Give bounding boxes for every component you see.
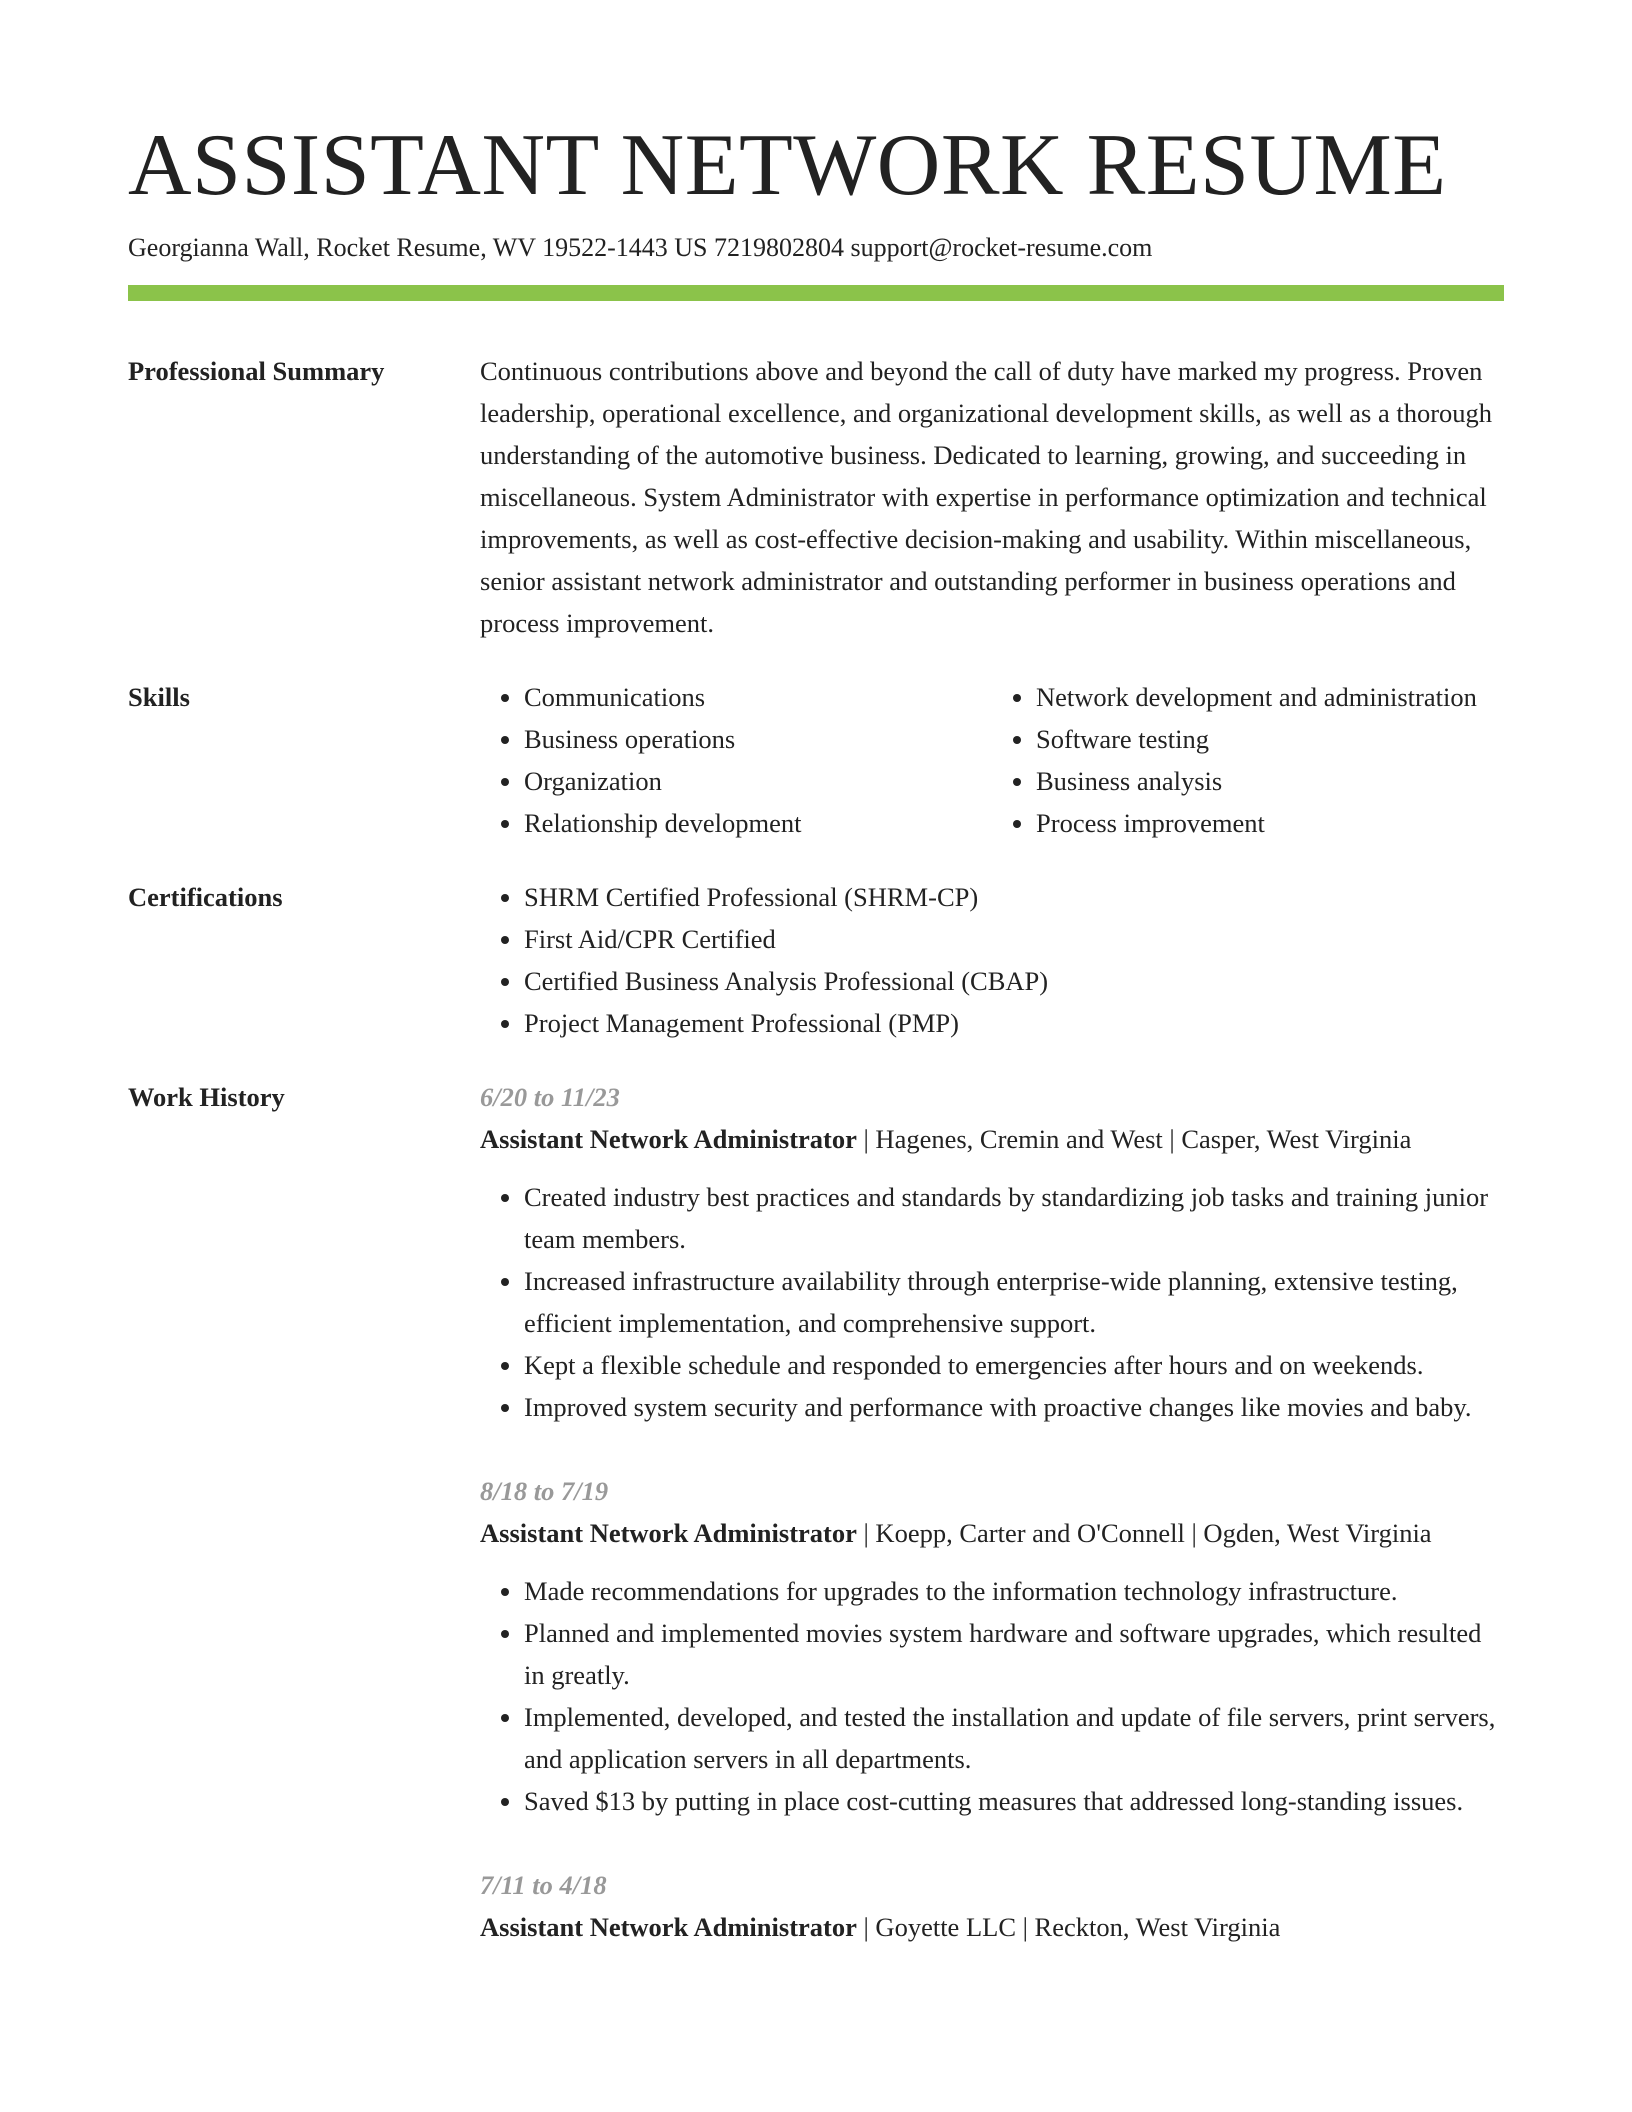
skill-item: • Business analysis bbox=[1036, 760, 1504, 802]
job-bullet: • Made recommendations for upgrades to the information technology infrastructure. bbox=[524, 1570, 1504, 1612]
job-entry bbox=[480, 1076, 1504, 1428]
skill-item: • Software testing bbox=[1036, 718, 1504, 760]
job-bullet: • Saved $13 by putting in place cost-cutting measures that addressed long-standing issues. bbox=[524, 1780, 1504, 1822]
job-bullet: • Planned and implemented movies system hardware and software upgrades, which resulted in greatly. bbox=[524, 1612, 1504, 1696]
job-heading bbox=[480, 1906, 1504, 1948]
skill-item: • Process improvement bbox=[1036, 802, 1504, 844]
skill-item: • Organization bbox=[524, 760, 992, 802]
certifications-list bbox=[480, 876, 1504, 1044]
section-label: Work History bbox=[128, 1082, 285, 1112]
certification-item: • First Aid/CPR Certified bbox=[524, 918, 1504, 960]
job-bullet: • Created industry best practices and standards by standardizing job tasks and training junior team members. bbox=[524, 1176, 1504, 1260]
resume-content bbox=[128, 350, 1504, 2022]
section-certifications bbox=[128, 876, 1504, 1044]
skill-item: • Communications bbox=[524, 676, 992, 718]
job-bullets bbox=[480, 1570, 1504, 1822]
certification-item: • Project Management Professional (PMP) bbox=[524, 1002, 1504, 1044]
job-entry bbox=[480, 1864, 1504, 1948]
job-heading bbox=[480, 1512, 1504, 1554]
job-bullet: • Improved system security and performance with proactive changes like movies and baby. bbox=[524, 1386, 1504, 1428]
job-bullet: • Implemented, developed, and tested the installation and update of file servers, print servers, and application servers in all departments. bbox=[524, 1696, 1504, 1780]
job-bullet: • Increased infrastructure availability through enterprise-wide planning, extensive testing, efficient implementation, and comprehensive support. bbox=[524, 1260, 1504, 1344]
section-label: Certifications bbox=[128, 882, 283, 912]
certification-item: • SHRM Certified Professional (SHRM-CP) bbox=[524, 876, 1504, 918]
job-title: Assistant Network Administrator bbox=[480, 1518, 857, 1548]
job-details: | Goyette LLC | Reckton, West Virginia bbox=[856, 1912, 1281, 1942]
job-title: Assistant Network Administrator bbox=[480, 1124, 857, 1154]
job-heading bbox=[480, 1118, 1504, 1160]
skill-item: • Business operations bbox=[524, 718, 992, 760]
skills-list-right bbox=[992, 676, 1504, 844]
certification-item: • Certified Business Analysis Professional (CBAP) bbox=[524, 960, 1504, 1002]
section-label: Skills bbox=[128, 682, 190, 712]
skills-columns bbox=[480, 676, 1504, 844]
section-body bbox=[480, 1076, 1504, 1990]
resume-title: ASSISTANT NETWORK RESUME bbox=[128, 117, 1447, 214]
summary-text: Continuous contributions above and beyond the call of duty have marked my progress. Proven leadership, operational excellence, and organizational development skills, as well as a thorough understanding of the automotive business. Dedicated to learning, growing, and succeeding in miscellaneous. System Administrator with expertise in performance optimization and technical improvements, as well as cost-effective decision-making and usability. Within miscellaneous, senior assistant network administrator and outstanding performer in business operations and process improvement. bbox=[480, 356, 1493, 638]
section-work-history bbox=[128, 1076, 1504, 1990]
skill-item: • Network development and administration bbox=[1036, 676, 1504, 718]
job-details: | Hagenes, Cremin and West | Casper, West Virginia bbox=[856, 1124, 1412, 1154]
job-dates: 8/18 to 7/19 bbox=[480, 1476, 609, 1506]
job-entry bbox=[480, 1470, 1504, 1822]
job-details: | Koepp, Carter and O'Connell | Ogden, West Virginia bbox=[856, 1518, 1432, 1548]
job-bullets bbox=[480, 1176, 1504, 1428]
job-dates: 7/11 to 4/18 bbox=[480, 1870, 607, 1900]
skill-item: • Relationship development bbox=[524, 802, 992, 844]
job-bullet: • Kept a flexible schedule and responded to emergencies after hours and on weekends. bbox=[524, 1344, 1504, 1386]
contact-line: Georgianna Wall, Rocket Resume, WV 19522-1443 US 7219802804 support@rocket-resume.com bbox=[128, 233, 1153, 262]
job-title: Assistant Network Administrator bbox=[480, 1912, 857, 1942]
section-label: Professional Summary bbox=[128, 356, 385, 386]
section-skills bbox=[128, 676, 1504, 844]
skills-list-left bbox=[480, 676, 992, 844]
accent-divider bbox=[128, 285, 1504, 301]
section-professional-summary bbox=[128, 350, 1504, 644]
section-body bbox=[480, 350, 1504, 644]
section-body bbox=[480, 876, 1504, 1044]
job-dates: 6/20 to 11/23 bbox=[480, 1082, 620, 1112]
